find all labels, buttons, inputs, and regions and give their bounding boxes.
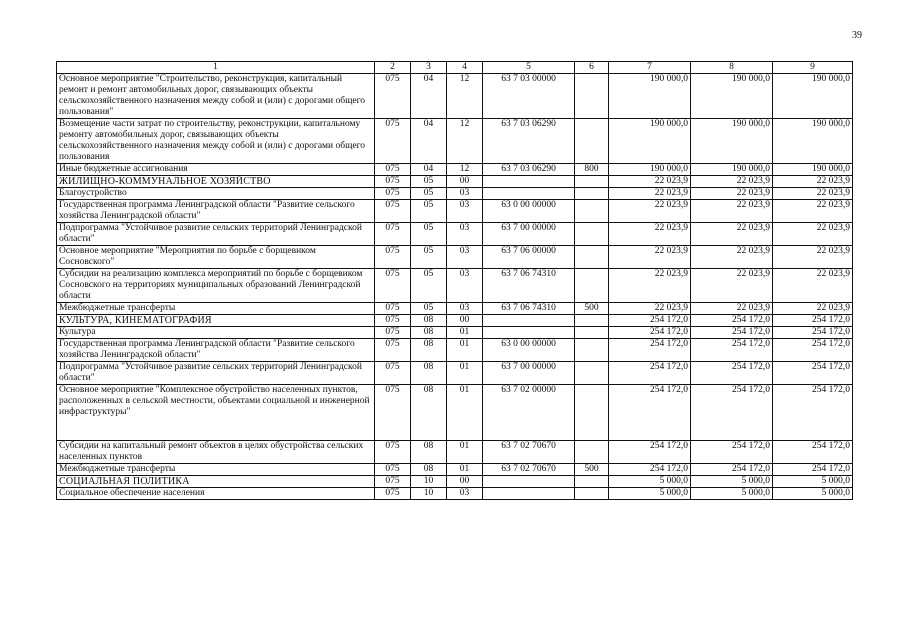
amount-col9-cell: 5 000,0: [773, 476, 853, 488]
target-article-cell: 63 7 06 00000: [483, 246, 575, 269]
admin-code-cell: 075: [375, 164, 411, 176]
target-article-cell: 63 7 03 06290: [483, 119, 575, 164]
budget-table: [56, 61, 853, 500]
header-cell: 7: [609, 62, 691, 74]
subsection-code-cell: 01: [447, 339, 483, 362]
header-cell: 5: [483, 62, 575, 74]
admin-code-cell: 075: [375, 385, 411, 441]
amount-col8-cell: 22 023,9: [691, 200, 773, 223]
header-row: [57, 62, 853, 74]
section-code-cell: 08: [411, 315, 447, 327]
amount-col8-cell: 22 023,9: [691, 223, 773, 246]
item-name-cell: Государственная программа Ленинградской области "Развитие сельского хозяйства Ленинградской области": [57, 200, 375, 223]
section-code-cell: 05: [411, 303, 447, 315]
expense-type-cell: 500: [575, 464, 609, 476]
amount-col7-cell: 254 172,0: [609, 464, 691, 476]
amount-col9-cell: 254 172,0: [773, 385, 853, 441]
target-article-cell: 63 7 06 74310: [483, 303, 575, 315]
amount-col8-cell: 22 023,9: [691, 269, 773, 303]
target-article-cell: [483, 476, 575, 488]
section-code-cell: 08: [411, 362, 447, 385]
amount-col8-cell: 5 000,0: [691, 476, 773, 488]
amount-col9-cell: 22 023,9: [773, 246, 853, 269]
amount-col7-cell: 22 023,9: [609, 200, 691, 223]
amount-col9-cell: 254 172,0: [773, 339, 853, 362]
target-article-cell: 63 7 06 74310: [483, 269, 575, 303]
table-row: [57, 119, 853, 164]
amount-col9-cell: 254 172,0: [773, 464, 853, 476]
admin-code-cell: 075: [375, 303, 411, 315]
admin-code-cell: 075: [375, 464, 411, 476]
admin-code-cell: 075: [375, 74, 411, 119]
amount-col7-cell: 22 023,9: [609, 188, 691, 200]
subsection-code-cell: 00: [447, 315, 483, 327]
table-row: [57, 74, 853, 119]
section-code-cell: 10: [411, 476, 447, 488]
table-row: [57, 269, 853, 303]
expense-type-cell: [575, 385, 609, 441]
amount-col7-cell: 190 000,0: [609, 74, 691, 119]
amount-col8-cell: 190 000,0: [691, 119, 773, 164]
amount-col9-cell: 254 172,0: [773, 441, 853, 464]
table-row: [57, 223, 853, 246]
section-code-cell: 08: [411, 441, 447, 464]
section-code-cell: 05: [411, 223, 447, 246]
amount-col8-cell: 254 172,0: [691, 362, 773, 385]
amount-col9-cell: 22 023,9: [773, 223, 853, 246]
header-cell: 1: [57, 62, 375, 74]
subsection-code-cell: 03: [447, 488, 483, 500]
subsection-code-cell: 01: [447, 385, 483, 441]
expense-type-cell: [575, 223, 609, 246]
target-article-cell: [483, 488, 575, 500]
subsection-code-cell: 03: [447, 200, 483, 223]
expense-type-cell: [575, 269, 609, 303]
target-article-cell: 63 0 00 00000: [483, 200, 575, 223]
section-code-cell: 05: [411, 188, 447, 200]
table-row: [57, 246, 853, 269]
subsection-code-cell: 00: [447, 476, 483, 488]
item-name-cell: Субсидии на капитальный ремонт объектов в целях обустройства сельских населенных пунктов: [57, 441, 375, 464]
amount-col9-cell: 190 000,0: [773, 119, 853, 164]
amount-col7-cell: 254 172,0: [609, 362, 691, 385]
section-code-cell: 10: [411, 488, 447, 500]
amount-col8-cell: 22 023,9: [691, 188, 773, 200]
amount-col9-cell: 22 023,9: [773, 269, 853, 303]
amount-col7-cell: 254 172,0: [609, 441, 691, 464]
expense-type-cell: [575, 119, 609, 164]
target-article-cell: 63 7 02 70670: [483, 464, 575, 476]
amount-col9-cell: 254 172,0: [773, 327, 853, 339]
section-code-cell: 05: [411, 269, 447, 303]
amount-col8-cell: 254 172,0: [691, 385, 773, 441]
item-name-cell: ЖИЛИЩНО-КОММУНАЛЬНОЕ ХОЗЯЙСТВО: [57, 176, 375, 188]
target-article-cell: 63 7 00 00000: [483, 223, 575, 246]
amount-col8-cell: 190 000,0: [691, 74, 773, 119]
table-row: [57, 488, 853, 500]
table-row: [57, 464, 853, 476]
admin-code-cell: 075: [375, 362, 411, 385]
target-article-cell: 63 0 00 00000: [483, 339, 575, 362]
admin-code-cell: 075: [375, 246, 411, 269]
amount-col7-cell: 254 172,0: [609, 327, 691, 339]
subsection-code-cell: 12: [447, 119, 483, 164]
subsection-code-cell: 01: [447, 362, 483, 385]
admin-code-cell: 075: [375, 327, 411, 339]
subsection-code-cell: 03: [447, 223, 483, 246]
amount-col9-cell: 22 023,9: [773, 200, 853, 223]
admin-code-cell: 075: [375, 119, 411, 164]
amount-col7-cell: 5 000,0: [609, 476, 691, 488]
item-name-cell: Межбюджетные трансферты: [57, 303, 375, 315]
item-name-cell: Основное мероприятие "Комплексное обустройство населенных пунктов, расположенных в сельской местности, объектами социальной и инженерной инфраструктуры": [57, 385, 375, 441]
subsection-code-cell: 03: [447, 303, 483, 315]
expense-type-cell: 500: [575, 303, 609, 315]
section-row: [57, 176, 853, 188]
item-name-cell: Межбюджетные трансферты: [57, 464, 375, 476]
admin-code-cell: 075: [375, 441, 411, 464]
amount-col7-cell: 22 023,9: [609, 303, 691, 315]
expense-type-cell: [575, 200, 609, 223]
section-code-cell: 04: [411, 164, 447, 176]
amount-col8-cell: 5 000,0: [691, 488, 773, 500]
header-cell: 8: [691, 62, 773, 74]
header-cell: 4: [447, 62, 483, 74]
amount-col9-cell: 190 000,0: [773, 74, 853, 119]
amount-col7-cell: 254 172,0: [609, 315, 691, 327]
amount-col7-cell: 22 023,9: [609, 223, 691, 246]
subsection-code-cell: 03: [447, 188, 483, 200]
target-article-cell: 63 7 03 00000: [483, 74, 575, 119]
item-name-cell: Иные бюджетные ассигнования: [57, 164, 375, 176]
target-article-cell: 63 7 00 00000: [483, 362, 575, 385]
expense-type-cell: 800: [575, 164, 609, 176]
amount-col9-cell: 22 023,9: [773, 188, 853, 200]
target-article-cell: [483, 327, 575, 339]
expense-type-cell: [575, 441, 609, 464]
header-cell: 2: [375, 62, 411, 74]
section-row: [57, 476, 853, 488]
amount-col7-cell: 22 023,9: [609, 269, 691, 303]
amount-col8-cell: 22 023,9: [691, 176, 773, 188]
table-row: [57, 200, 853, 223]
section-code-cell: 05: [411, 246, 447, 269]
item-name-cell: Подпрограмма "Устойчивое развитие сельских территорий Ленинградской области": [57, 223, 375, 246]
target-article-cell: [483, 176, 575, 188]
section-code-cell: 08: [411, 385, 447, 441]
table-row: [57, 339, 853, 362]
expense-type-cell: [575, 188, 609, 200]
header-cell: 9: [773, 62, 853, 74]
admin-code-cell: 075: [375, 269, 411, 303]
section-code-cell: 04: [411, 119, 447, 164]
table-row: [57, 303, 853, 315]
subsection-code-cell: 01: [447, 441, 483, 464]
amount-col8-cell: 254 172,0: [691, 327, 773, 339]
item-name-cell: Возмещение части затрат по строительству, реконструкции, капитальному ремонту автомобильных дорог, связывающих объекты сельскохозяйственного назначения между собой и (или) с дорогами общего пользования: [57, 119, 375, 164]
target-article-cell: 63 7 03 06290: [483, 164, 575, 176]
item-name-cell: Подпрограмма "Устойчивое развитие сельских территорий Ленинградской области": [57, 362, 375, 385]
page-number: 39: [852, 30, 862, 41]
table-row: [57, 327, 853, 339]
header-cell: 6: [575, 62, 609, 74]
admin-code-cell: 075: [375, 200, 411, 223]
header-cell: 3: [411, 62, 447, 74]
amount-col7-cell: 22 023,9: [609, 176, 691, 188]
amount-col7-cell: 5 000,0: [609, 488, 691, 500]
subsection-code-cell: 01: [447, 327, 483, 339]
subsection-code-cell: 01: [447, 464, 483, 476]
expense-type-cell: [575, 315, 609, 327]
admin-code-cell: 075: [375, 223, 411, 246]
item-name-cell: СОЦИАЛЬНАЯ ПОЛИТИКА: [57, 476, 375, 488]
amount-col7-cell: 190 000,0: [609, 164, 691, 176]
amount-col9-cell: 190 000,0: [773, 164, 853, 176]
item-name-cell: Субсидии на реализацию комплекса мероприятий по борьбе с борщевиком Сосновского на территориях муниципальных образований Ленинградской области: [57, 269, 375, 303]
expense-type-cell: [575, 176, 609, 188]
section-row: [57, 315, 853, 327]
subsection-code-cell: 03: [447, 246, 483, 269]
amount-col8-cell: 190 000,0: [691, 164, 773, 176]
section-code-cell: 08: [411, 339, 447, 362]
item-name-cell: Культура: [57, 327, 375, 339]
expense-type-cell: [575, 246, 609, 269]
target-article-cell: [483, 315, 575, 327]
amount-col7-cell: 254 172,0: [609, 385, 691, 441]
amount-col9-cell: 22 023,9: [773, 303, 853, 315]
section-code-cell: 08: [411, 327, 447, 339]
target-article-cell: 63 7 02 00000: [483, 385, 575, 441]
item-name-cell: Государственная программа Ленинградской области "Развитие сельского хозяйства Ленинградской области": [57, 339, 375, 362]
expense-type-cell: [575, 362, 609, 385]
amount-col8-cell: 254 172,0: [691, 464, 773, 476]
section-code-cell: 05: [411, 200, 447, 223]
section-code-cell: 04: [411, 74, 447, 119]
amount-col7-cell: 22 023,9: [609, 246, 691, 269]
table-row: [57, 188, 853, 200]
amount-col8-cell: 254 172,0: [691, 315, 773, 327]
admin-code-cell: 075: [375, 315, 411, 327]
expense-type-cell: [575, 488, 609, 500]
item-name-cell: Основное мероприятие "Строительство, реконструкция, капитальный ремонт и ремонт автомобильных дорог, связывающих объекты сельскохозяйственного назначения между собой и (или) с дорогами общего пользования": [57, 74, 375, 119]
target-article-cell: 63 7 02 70670: [483, 441, 575, 464]
item-name-cell: КУЛЬТУРА, КИНЕМАТОГРАФИЯ: [57, 315, 375, 327]
amount-col9-cell: 22 023,9: [773, 176, 853, 188]
amount-col9-cell: 5 000,0: [773, 488, 853, 500]
item-name-cell: Основное мероприятие "Мероприятия по борьбе с борщевиком Сосновского": [57, 246, 375, 269]
amount-col8-cell: 254 172,0: [691, 339, 773, 362]
item-name-cell: Социальное обеспечение населения: [57, 488, 375, 500]
expense-type-cell: [575, 74, 609, 119]
target-article-cell: [483, 188, 575, 200]
admin-code-cell: 075: [375, 188, 411, 200]
table-row: [57, 441, 853, 464]
amount-col8-cell: 22 023,9: [691, 303, 773, 315]
amount-col7-cell: 254 172,0: [609, 339, 691, 362]
section-code-cell: 08: [411, 464, 447, 476]
expense-type-cell: [575, 476, 609, 488]
expense-type-cell: [575, 339, 609, 362]
section-code-cell: 05: [411, 176, 447, 188]
admin-code-cell: 075: [375, 176, 411, 188]
amount-col8-cell: 22 023,9: [691, 246, 773, 269]
subsection-code-cell: 12: [447, 74, 483, 119]
amount-col9-cell: 254 172,0: [773, 362, 853, 385]
subsection-code-cell: 00: [447, 176, 483, 188]
subsection-code-cell: 12: [447, 164, 483, 176]
table-row: [57, 164, 853, 176]
table-row: [57, 385, 853, 441]
admin-code-cell: 075: [375, 488, 411, 500]
subsection-code-cell: 03: [447, 269, 483, 303]
amount-col9-cell: 254 172,0: [773, 315, 853, 327]
table-row: [57, 362, 853, 385]
item-name-cell: Благоустройство: [57, 188, 375, 200]
table-body: [57, 74, 853, 500]
admin-code-cell: 075: [375, 476, 411, 488]
expense-type-cell: [575, 327, 609, 339]
amount-col8-cell: 254 172,0: [691, 441, 773, 464]
amount-col7-cell: 190 000,0: [609, 119, 691, 164]
admin-code-cell: 075: [375, 339, 411, 362]
